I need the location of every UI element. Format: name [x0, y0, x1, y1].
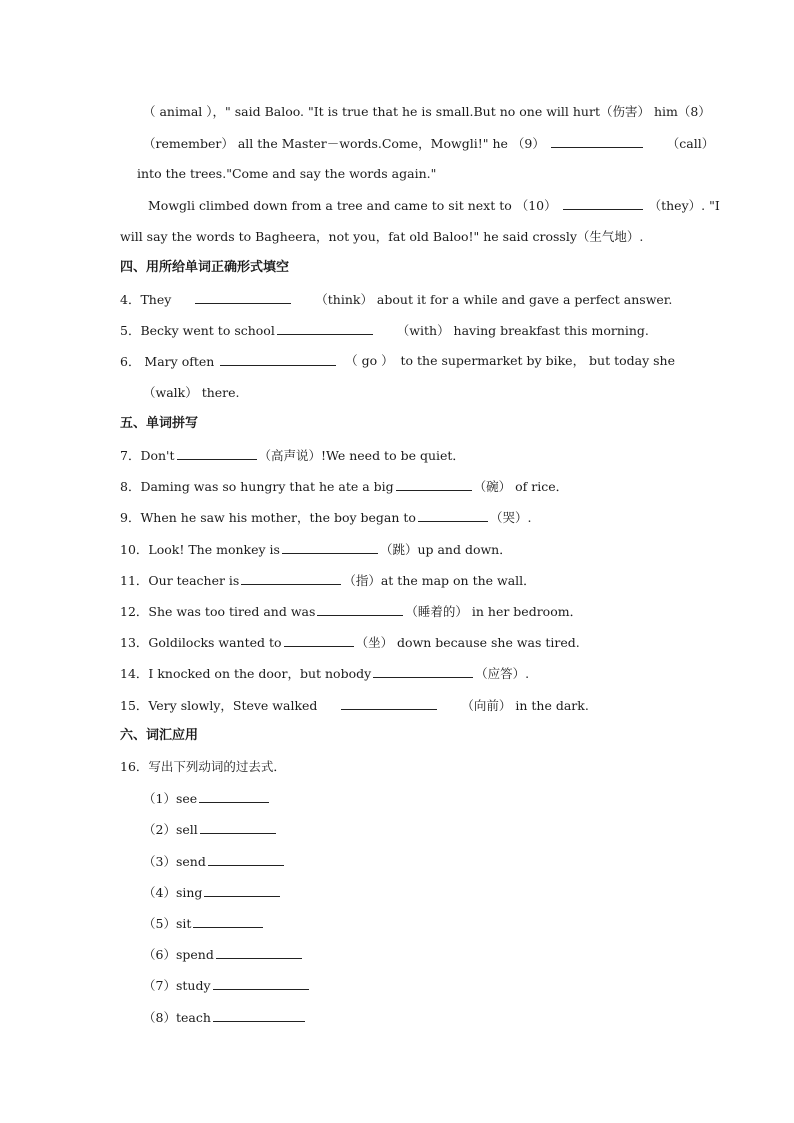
question-text: （指）at the map on the wall．	[343, 573, 536, 588]
question-text: 15．Very slowly，Steve walked	[120, 698, 318, 713]
question-14	[120, 665, 529, 682]
question-text: （坐） down because she was tired.	[355, 635, 580, 650]
answer-blank-9b[interactable]	[418, 509, 488, 522]
verb-label: （7）study	[143, 978, 211, 993]
passage-line-3	[137, 166, 436, 182]
verb-answer-blank[interactable]	[213, 977, 309, 990]
question-text: （高声说）!We need to be quiet．	[258, 448, 465, 463]
question-text: （ go ）	[345, 353, 394, 368]
question-7	[120, 447, 465, 464]
verb-label: （2）sell	[143, 822, 198, 837]
question-text: （跳）up and down．	[379, 542, 512, 557]
question-text: 11．Our teacher is	[120, 573, 240, 588]
question-text: （向前） in the dark.	[461, 698, 589, 713]
passage-text: （they）. "I	[648, 198, 720, 213]
question-12	[120, 603, 582, 620]
verb-answer-blank[interactable]	[213, 1009, 305, 1022]
answer-blank-15[interactable]	[341, 697, 437, 710]
question-text: 4．They	[120, 292, 172, 307]
question-10	[120, 541, 512, 558]
answer-blank-4[interactable]	[195, 291, 291, 304]
answer-blank-14[interactable]	[373, 665, 473, 678]
question-text: 14．I knocked on the door，but nobody	[120, 666, 372, 681]
verb-item-5	[143, 915, 265, 932]
question-text: （think） about it for a while and gave a perfect answer.	[315, 292, 673, 307]
verb-answer-blank[interactable]	[204, 884, 280, 897]
question-text: （with） having breakfast this morning.	[396, 323, 649, 338]
question-text: 12．She was too tired and was	[120, 604, 316, 619]
passage-text: （remember） all the Master－words.Come，Mowgli!" he （9）	[143, 136, 545, 151]
question-text: 6． Mary often	[120, 354, 215, 369]
answer-blank-11[interactable]	[241, 572, 341, 585]
verb-label: （3）send	[143, 854, 206, 869]
verb-item-2	[143, 821, 278, 838]
question-16: 16．写出下列动词的过去式．	[120, 759, 286, 774]
question-text: （睡着的） in her bedroom．	[405, 604, 583, 619]
question-15	[120, 697, 589, 714]
verb-item-1	[143, 790, 271, 807]
verb-answer-blank[interactable]	[216, 946, 302, 959]
question-text: （应答）.	[475, 666, 530, 681]
answer-blank-13[interactable]	[284, 634, 354, 647]
passage-line-4	[148, 197, 720, 214]
question-text: 8．Daming was so hungry that he ate a big	[120, 479, 394, 494]
passage-text: will say the words to Bagheera，not you，fat old Baloo!" he said crossly（生气地）.	[120, 229, 644, 244]
passage-text: （call）	[666, 136, 715, 151]
verb-item-4	[143, 884, 282, 901]
answer-blank-6[interactable]	[220, 353, 336, 366]
answer-blank-9[interactable]	[551, 135, 643, 148]
section-5-heading: 五、单词拼写	[120, 416, 199, 431]
verb-label: （6）spend	[143, 947, 214, 962]
question-text: 13．Goldilocks wanted to	[120, 635, 282, 650]
passage-text: （ animal ），" said Baloo. "It is true that he is small.But no one will hurt（伤害） him（8）	[143, 104, 711, 119]
answer-blank-12[interactable]	[317, 603, 403, 616]
question-text: （碗） of rice．	[473, 479, 569, 494]
verb-item-6	[143, 946, 304, 963]
question-5	[120, 322, 649, 339]
question-text: 9．When he saw his mother，the boy began to	[120, 510, 416, 525]
verb-answer-blank[interactable]	[200, 821, 276, 834]
answer-blank-10b[interactable]	[282, 541, 378, 554]
passage-line-1	[143, 104, 711, 120]
verb-label: （8）teach	[143, 1010, 211, 1025]
passage-line-2	[143, 135, 714, 152]
passage-line-5	[120, 229, 643, 245]
verb-answer-blank[interactable]	[193, 915, 263, 928]
question-text: 7．Don't	[120, 448, 175, 463]
verb-item-7	[143, 977, 311, 994]
verb-answer-blank[interactable]	[199, 790, 269, 803]
question-11	[120, 572, 536, 589]
verb-label: （5）sit	[143, 916, 192, 931]
answer-blank-10[interactable]	[563, 197, 643, 210]
question-6	[120, 353, 675, 370]
verb-item-8	[143, 1009, 307, 1026]
answer-blank-8[interactable]	[396, 478, 472, 491]
question-13	[120, 634, 580, 651]
question-text: 5．Becky went to school	[120, 323, 275, 338]
section-6-heading: 六、词汇应用	[120, 728, 199, 743]
question-8	[120, 478, 568, 495]
verb-label: （4）sing	[143, 885, 203, 900]
verb-answer-blank[interactable]	[208, 853, 284, 866]
verb-item-3	[143, 853, 286, 870]
passage-text: into the trees."Come and say the words again."	[137, 166, 437, 181]
answer-blank-7[interactable]	[177, 447, 257, 460]
section-4-heading: 四、用所给单词正确形式填空	[120, 260, 290, 275]
answer-blank-5[interactable]	[277, 322, 373, 335]
question-text: 10．Look! The monkey is	[120, 542, 280, 557]
question-6-cont	[143, 385, 240, 401]
question-text: （哭）.	[489, 510, 532, 525]
question-9	[120, 509, 531, 526]
question-text: （walk） there.	[143, 385, 240, 400]
verb-label: （1）see	[143, 791, 198, 806]
question-4	[120, 291, 672, 308]
passage-text: Mowgli climbed down from a tree and came to sit next to （10）	[148, 198, 557, 213]
question-text: to the supermarket by bike， but today she	[400, 353, 675, 368]
